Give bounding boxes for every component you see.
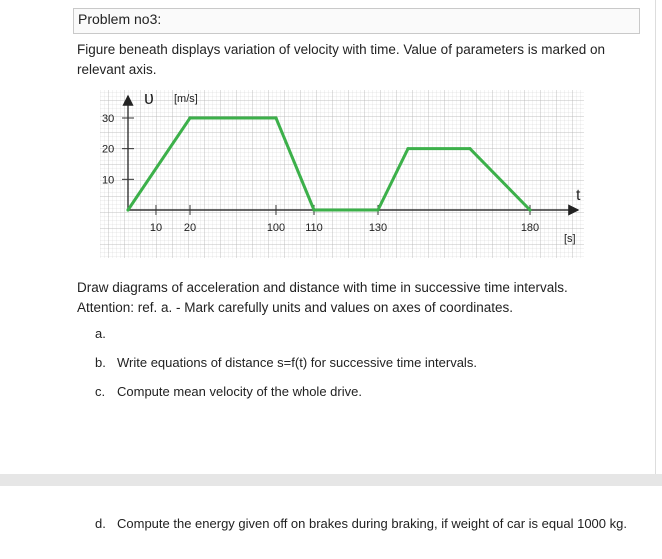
x-axis-unit: [s] [564,233,576,245]
item-marker: c. [95,384,106,399]
x-tick-label: 180 [520,222,540,234]
item-text: Compute the energy given off on brakes during braking, if weight of car is equal 1000 kg. [117,516,627,531]
y-tick-label: 10 [102,174,115,187]
data-point [528,208,531,211]
data-point [312,208,315,211]
item-text: Write equations of distance s=f(t) for successive time intervals. [117,355,477,370]
data-point [274,116,277,119]
x-tick-label: 10 [149,222,163,234]
problem-title: Problem no3: [78,11,162,27]
list-item-c [95,384,362,399]
item-marker: b. [95,355,106,370]
data-point [406,147,409,150]
x-tick-label: 100 [266,222,286,234]
data-point [468,147,471,150]
instructions-line-1: Draw diagrams of acceleration and distance with time in successive time intervals. [77,280,568,295]
item-text: Compute mean velocity of the whole drive. [117,384,362,399]
problem-description: Figure beneath displays variation of velocity with time. Value of parameters is marked on relevant axis. [77,42,606,77]
section-divider [0,474,662,486]
data-point [376,208,379,211]
list-item-a [95,326,117,341]
list-item-d [95,514,635,534]
list-item-b [95,355,477,370]
x-axis-symbol: t [576,187,581,204]
y-axis-symbol: υ [144,88,154,108]
grid-background [100,90,584,258]
y-tick-label: 30 [102,113,115,125]
item-marker: a. [95,326,106,341]
y-axis-unit: [m/s] [174,93,198,105]
item-marker: d. [95,516,106,531]
velocity-time-chart [92,84,592,264]
data-point [126,208,129,211]
y-tick-label: 20 [102,143,115,156]
instructions [77,278,637,318]
x-tick-label: 110 [305,222,323,234]
instructions-line-2: Attention: ref. a. - Mark carefully units and values on axes of coordinates. [77,300,513,315]
x-tick-label: 20 [183,222,197,234]
data-point [188,116,191,119]
x-tick-label: 130 [368,222,388,234]
